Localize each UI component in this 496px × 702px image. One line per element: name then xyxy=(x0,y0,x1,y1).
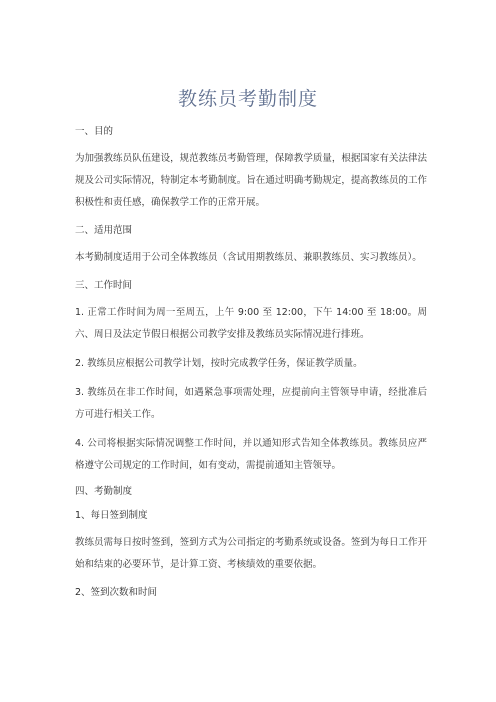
daily-signin-paragraph: 教练员需每日按时签到，签到方式为公司指定的考勤系统或设备。签到为每日工作开始和结束的必要环节，是计算工资、考核绩效的重要依据。 xyxy=(75,537,427,570)
document-body xyxy=(75,124,427,609)
section-heading-purpose: 一、目的 xyxy=(75,126,114,137)
section-heading-working-hours: 三、工作时间 xyxy=(75,280,133,291)
section-heading-attendance: 四、考勤制度 xyxy=(75,486,133,497)
working-hours-item-2: 2. 教练员应根据公司教学计划，按时完成教学任务，保证教学质量。 xyxy=(75,358,363,369)
subheading-signin-count-time: 2、签到次数和时间 xyxy=(75,587,158,598)
working-hours-item-4: 4. 公司将根据实际情况调整工作时间，并以通知形式告知全体教练员。教练员应严格遵守公司规定的工作时间，如有变动，需提前通知主管领导。 xyxy=(75,438,427,471)
section-heading-scope: 二、适用范围 xyxy=(75,225,133,236)
scope-paragraph: 本考勤制度适用于公司全体教练员（含试用期教练员、兼职教练员、实习教练员）。 xyxy=(75,252,422,263)
working-hours-item-1: 1. 正常工作时间为周一至周五，上午 9:00 至 12:00，下午 14:00 至 18:00。周六、周日及法定节假日根据公司教学安排及教练员实际情况进行排班。 xyxy=(75,307,427,340)
purpose-paragraph: 为加强教练员队伍建设，规范教练员考勤管理，保障教学质量，根据国家有关法律法规及公司实际情况，特制定本考勤制度。旨在通过明确考勤规定，提高教练员的工作积极性和责任感，确保教学工作的正常开展。 xyxy=(75,153,427,208)
subheading-daily-signin: 1、每日签到制度 xyxy=(75,510,148,521)
working-hours-item-3: 3. 教练员在非工作时间，如遇紧急事项需处理，应提前向主管领导申请，经批准后方可进行相关工作。 xyxy=(75,387,427,420)
page-title: 教练员考勤制度 xyxy=(177,88,318,110)
